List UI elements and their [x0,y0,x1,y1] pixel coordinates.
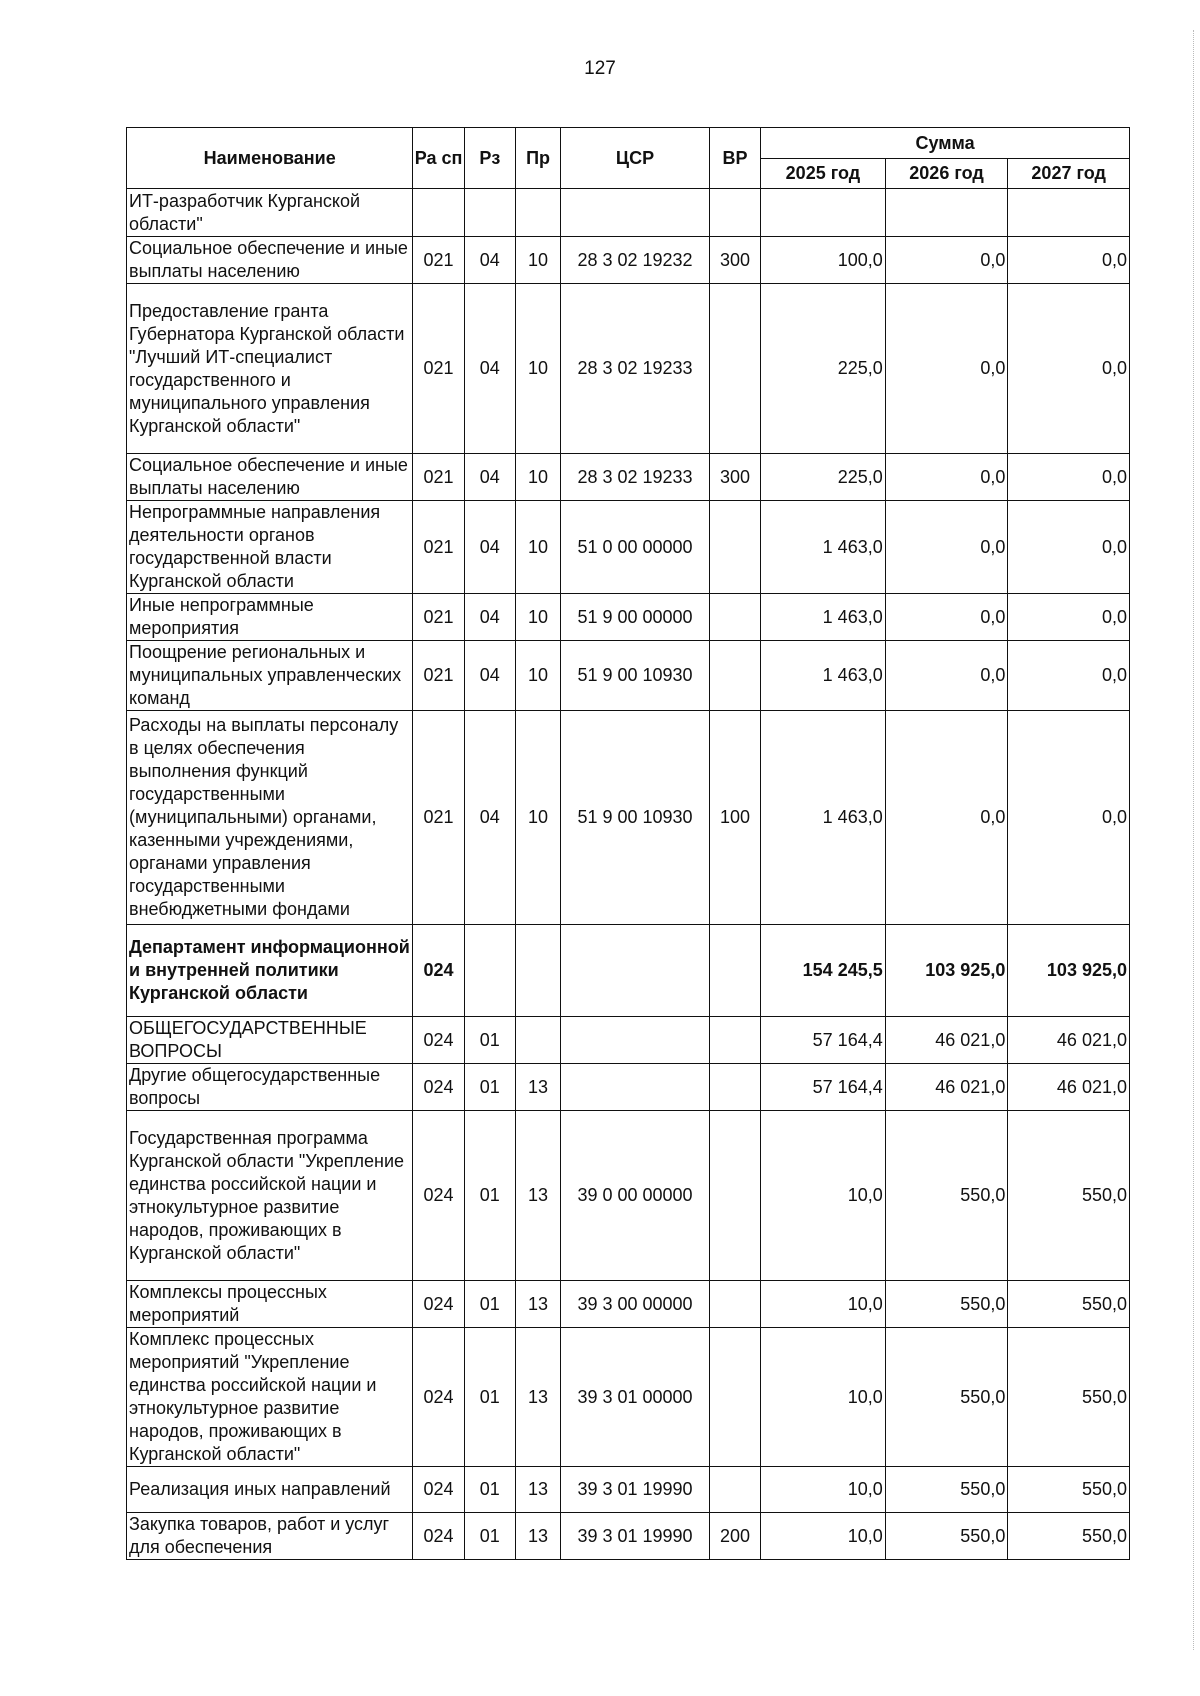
row-sum-2025: 154 245,5 [761,925,886,1017]
row-sum-2026: 0,0 [885,237,1008,284]
row-pr: 13 [515,1513,560,1560]
row-sum-2026: 550,0 [885,1111,1008,1281]
page-number: 127 [584,58,616,79]
row-name: Предоставление гранта Губернатора Курганской области "Лучший ИТ-специалист государственного и муниципального управления Курганской области" [127,284,413,454]
table-row [127,501,1130,594]
table-row [127,237,1130,284]
row-sum-2025: 1 463,0 [761,641,886,711]
col-header-2026: 2026 год [885,159,1008,189]
row-sum-2025 [761,189,886,237]
row-rz: 01 [464,1467,515,1513]
row-csr: 51 9 00 00000 [561,594,710,641]
row-sum-2027: 550,0 [1008,1513,1130,1560]
row-csr: 39 3 00 00000 [561,1281,710,1328]
row-sum-2026: 550,0 [885,1328,1008,1467]
row-pr: 13 [515,1281,560,1328]
row-sum-2027: 103 925,0 [1008,925,1130,1017]
table-row [127,1328,1130,1467]
row-rz: 04 [464,501,515,594]
row-csr: 28 3 02 19233 [561,284,710,454]
row-sum-2025: 225,0 [761,454,886,501]
row-sum-2026: 550,0 [885,1513,1008,1560]
row-name: Другие общегосударственные вопросы [127,1064,413,1111]
row-sum-2026: 0,0 [885,711,1008,925]
table-row [127,1064,1130,1111]
row-rasp: 024 [413,925,464,1017]
row-sum-2026: 0,0 [885,454,1008,501]
scan-edge-marks [1189,30,1194,1650]
row-csr: 39 3 01 19990 [561,1467,710,1513]
row-vr [709,1017,760,1064]
row-name: Департамент информационной и внутренней политики Курганской области [127,925,413,1017]
row-vr [709,1281,760,1328]
row-name: Расходы на выплаты персоналу в целях обеспечения выполнения функций государственными (муниципальными) органами, казенными учреждениями, органами управления государственными внебюджетными фондами [127,711,413,925]
row-name: Иные непрограммные мероприятия [127,594,413,641]
row-sum-2026: 46 021,0 [885,1017,1008,1064]
budget-table [126,127,1130,1560]
table-row [127,594,1130,641]
budget-table-wrapper [126,127,1130,1560]
row-sum-2026: 0,0 [885,594,1008,641]
row-sum-2027: 0,0 [1008,454,1130,501]
row-rasp: 021 [413,594,464,641]
table-row [127,189,1130,237]
row-sum-2025: 100,0 [761,237,886,284]
row-sum-2025: 10,0 [761,1111,886,1281]
row-rz: 01 [464,1328,515,1467]
row-sum-2027: 0,0 [1008,711,1130,925]
row-rz: 01 [464,1513,515,1560]
row-csr: 51 9 00 10930 [561,711,710,925]
table-row [127,454,1130,501]
row-vr [709,189,760,237]
row-rasp [413,189,464,237]
col-header-sum: Сумма [761,128,1130,159]
table-row [127,1281,1130,1328]
row-sum-2026: 46 021,0 [885,1064,1008,1111]
row-sum-2027: 550,0 [1008,1281,1130,1328]
row-pr [515,189,560,237]
row-vr: 300 [709,454,760,501]
row-pr: 10 [515,594,560,641]
col-header-pr: Пр [515,128,560,189]
row-name: Комплекс процессных мероприятий "Укрепление единства российской нации и этнокультурное развитие народов, проживающих в Курганской области" [127,1328,413,1467]
table-row [127,284,1130,454]
row-vr: 100 [709,711,760,925]
row-vr [709,1064,760,1111]
row-name: Закупка товаров, работ и услуг для обеспечения [127,1513,413,1560]
row-rasp: 024 [413,1111,464,1281]
row-vr [709,1111,760,1281]
row-name: Реализация иных направлений [127,1467,413,1513]
row-rasp: 024 [413,1328,464,1467]
row-sum-2026: 103 925,0 [885,925,1008,1017]
row-sum-2027: 550,0 [1008,1467,1130,1513]
row-rasp: 024 [413,1467,464,1513]
row-vr [709,1328,760,1467]
row-rz [464,925,515,1017]
row-pr: 10 [515,711,560,925]
row-rasp: 024 [413,1064,464,1111]
row-rasp: 021 [413,284,464,454]
row-pr: 10 [515,454,560,501]
row-vr [709,594,760,641]
table-row [127,925,1130,1017]
row-csr: 51 9 00 10930 [561,641,710,711]
row-csr: 51 0 00 00000 [561,501,710,594]
row-rz: 01 [464,1017,515,1064]
row-csr [561,1017,710,1064]
row-pr: 10 [515,501,560,594]
row-sum-2027: 0,0 [1008,501,1130,594]
row-vr: 200 [709,1513,760,1560]
row-pr [515,925,560,1017]
row-sum-2026: 550,0 [885,1467,1008,1513]
row-rz: 04 [464,237,515,284]
row-name: ОБЩЕГОСУДАРСТВЕННЫЕ ВОПРОСЫ [127,1017,413,1064]
row-rasp: 021 [413,641,464,711]
row-vr: 300 [709,237,760,284]
row-sum-2027: 0,0 [1008,237,1130,284]
row-rz: 01 [464,1064,515,1111]
row-csr [561,1064,710,1111]
row-sum-2025: 57 164,4 [761,1064,886,1111]
row-name: Государственная программа Курганской области "Укрепление единства российской нации и этнокультурное развитие народов, проживающих в Курганской области" [127,1111,413,1281]
row-name: Социальное обеспечение и иные выплаты населению [127,454,413,501]
row-rasp: 021 [413,711,464,925]
row-pr: 13 [515,1328,560,1467]
col-header-2025: 2025 год [761,159,886,189]
col-header-vr: ВР [709,128,760,189]
table-row [127,1017,1130,1064]
row-name: Социальное обеспечение и иные выплаты населению [127,237,413,284]
row-pr: 13 [515,1111,560,1281]
row-name: Непрограммные направления деятельности органов государственной власти Курганской области [127,501,413,594]
row-sum-2027: 0,0 [1008,594,1130,641]
row-pr: 13 [515,1467,560,1513]
row-rasp: 024 [413,1281,464,1328]
col-header-csr: ЦСР [561,128,710,189]
row-sum-2027: 46 021,0 [1008,1017,1130,1064]
row-csr: 28 3 02 19233 [561,454,710,501]
row-sum-2026: 0,0 [885,284,1008,454]
row-sum-2026: 0,0 [885,501,1008,594]
row-rz: 01 [464,1111,515,1281]
row-rz: 04 [464,454,515,501]
row-sum-2025: 10,0 [761,1328,886,1467]
row-vr [709,925,760,1017]
col-header-rasp: Ра сп [413,128,464,189]
table-row [127,1111,1130,1281]
table-row [127,641,1130,711]
row-vr [709,501,760,594]
row-sum-2027: 550,0 [1008,1328,1130,1467]
row-sum-2025: 10,0 [761,1513,886,1560]
row-rz [464,189,515,237]
row-vr [709,1467,760,1513]
row-sum-2025: 57 164,4 [761,1017,886,1064]
row-sum-2026: 550,0 [885,1281,1008,1328]
row-rasp: 021 [413,501,464,594]
row-pr: 10 [515,284,560,454]
row-sum-2025: 10,0 [761,1467,886,1513]
row-csr: 39 3 01 00000 [561,1328,710,1467]
row-sum-2025: 225,0 [761,284,886,454]
row-csr: 39 3 01 19990 [561,1513,710,1560]
col-header-name: Наименование [127,128,413,189]
table-row [127,711,1130,925]
row-rz: 04 [464,641,515,711]
row-sum-2025: 1 463,0 [761,501,886,594]
row-vr [709,284,760,454]
row-sum-2027: 0,0 [1008,284,1130,454]
row-vr [709,641,760,711]
row-sum-2026 [885,189,1008,237]
table-body [127,189,1130,1560]
row-rasp: 021 [413,454,464,501]
row-rasp: 024 [413,1017,464,1064]
row-sum-2027: 550,0 [1008,1111,1130,1281]
row-csr: 28 3 02 19232 [561,237,710,284]
col-header-rz: Рз [464,128,515,189]
row-name: Комплексы процессных мероприятий [127,1281,413,1328]
row-sum-2027: 46 021,0 [1008,1064,1130,1111]
row-pr: 10 [515,641,560,711]
row-rz: 04 [464,594,515,641]
row-pr: 10 [515,237,560,284]
row-sum-2025: 1 463,0 [761,711,886,925]
row-pr: 13 [515,1064,560,1111]
row-csr: 39 0 00 00000 [561,1111,710,1281]
row-sum-2025: 1 463,0 [761,594,886,641]
row-rasp: 024 [413,1513,464,1560]
row-name: ИТ-разработчик Курганской области" [127,189,413,237]
row-rz: 01 [464,1281,515,1328]
row-rz: 04 [464,711,515,925]
row-sum-2027 [1008,189,1130,237]
row-sum-2026: 0,0 [885,641,1008,711]
row-csr [561,925,710,1017]
row-csr [561,189,710,237]
row-rasp: 021 [413,237,464,284]
table-header [127,128,1130,189]
col-header-2027: 2027 год [1008,159,1130,189]
row-name: Поощрение региональных и муниципальных управленческих команд [127,641,413,711]
table-row [127,1467,1130,1513]
table-row [127,1513,1130,1560]
row-sum-2025: 10,0 [761,1281,886,1328]
row-sum-2027: 0,0 [1008,641,1130,711]
row-pr [515,1017,560,1064]
row-rz: 04 [464,284,515,454]
